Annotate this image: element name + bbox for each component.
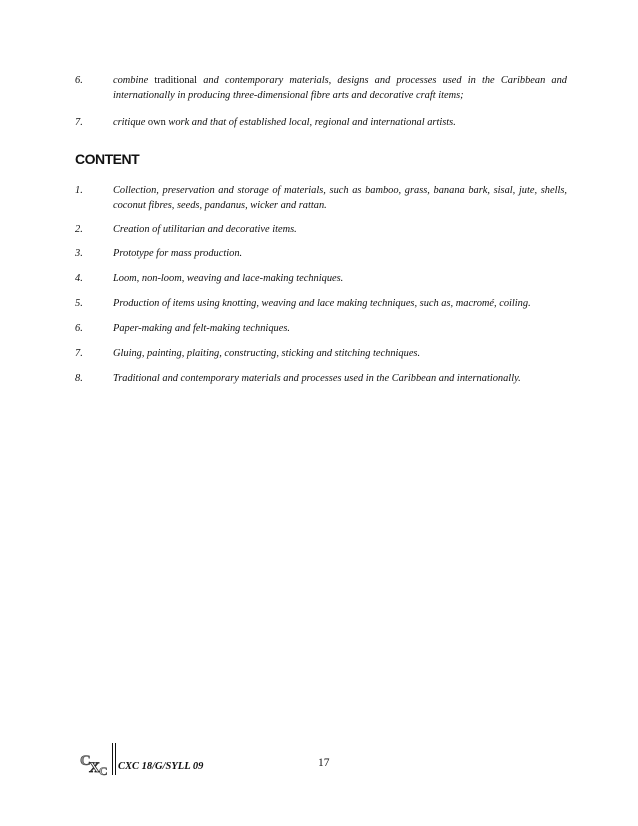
cxc-logo-letter-c1: C — [80, 753, 91, 769]
page-number: 17 — [318, 757, 330, 769]
objective-number: 6. — [75, 75, 83, 86]
content-item-6 — [75, 321, 567, 336]
content-number: 4. — [75, 273, 83, 284]
cxc-logo-letter-c2: C — [99, 764, 108, 778]
content-text: Prototype for mass production. — [113, 248, 243, 259]
content-item-4 — [75, 271, 567, 286]
cxc-logo-letter-x: X — [89, 760, 100, 776]
objective-text-part: work and that of established local, regional and international artists. — [168, 117, 456, 128]
objective-text-part: traditional — [148, 75, 204, 86]
objective-text-part: combine — [113, 75, 149, 86]
content-number: 1. — [75, 185, 83, 196]
syllabus-code: CXC 18/G/SYLL 09 — [118, 761, 204, 772]
content-number: 3. — [75, 248, 83, 259]
objective-text-part: own — [145, 117, 169, 128]
objective-item-7 — [75, 115, 567, 130]
content-text: Loom, non-loom, weaving and lace-making techniques. — [113, 273, 344, 284]
content-text: Production of items using knotting, weaving and lace making techniques, such as, macromé, coiling. — [113, 298, 531, 309]
content-text: Gluing, painting, plaiting, constructing, sticking and stitching techniques. — [113, 348, 421, 359]
objective-item-6 — [75, 73, 567, 103]
content-text: Traditional and contemporary materials and processes used in the Caribbean and internationally. — [113, 373, 521, 384]
content-number: 6. — [75, 323, 83, 334]
content-number: 5. — [75, 298, 83, 309]
content-item-5 — [75, 296, 567, 311]
cxc-logo-icon — [80, 748, 112, 778]
content-number: 2. — [75, 224, 83, 235]
content-number: 7. — [75, 348, 83, 359]
content-item-7 — [75, 346, 567, 361]
objective-number: 7. — [75, 117, 83, 128]
objective-text-part: critique — [113, 117, 146, 128]
content-item-8 — [75, 371, 567, 386]
content-item-3 — [75, 246, 567, 261]
footer-divider-right — [115, 743, 116, 775]
content-item-2 — [75, 222, 567, 237]
content-text: Paper-making and felt-making techniques. — [113, 323, 290, 334]
footer-divider-left — [112, 743, 113, 775]
content-text: Creation of utilitarian and decorative items. — [113, 224, 297, 235]
content-text: Collection, preservation and storage of materials, such as bamboo, grass, banana bark, sisal, jute, shells, coconut fibres, seeds, pandanus, wicker and rattan. — [113, 185, 567, 211]
objective-text — [113, 115, 567, 130]
content-heading: CONTENT — [75, 151, 140, 167]
content-number: 8. — [75, 373, 83, 384]
objective-text-part: and contemporary materials, designs and processes used in the Caribbean and internationally in producing three-dimensional fibre arts and decorative craft items; — [113, 75, 567, 101]
objective-text — [113, 73, 567, 103]
content-item-1 — [75, 183, 567, 213]
